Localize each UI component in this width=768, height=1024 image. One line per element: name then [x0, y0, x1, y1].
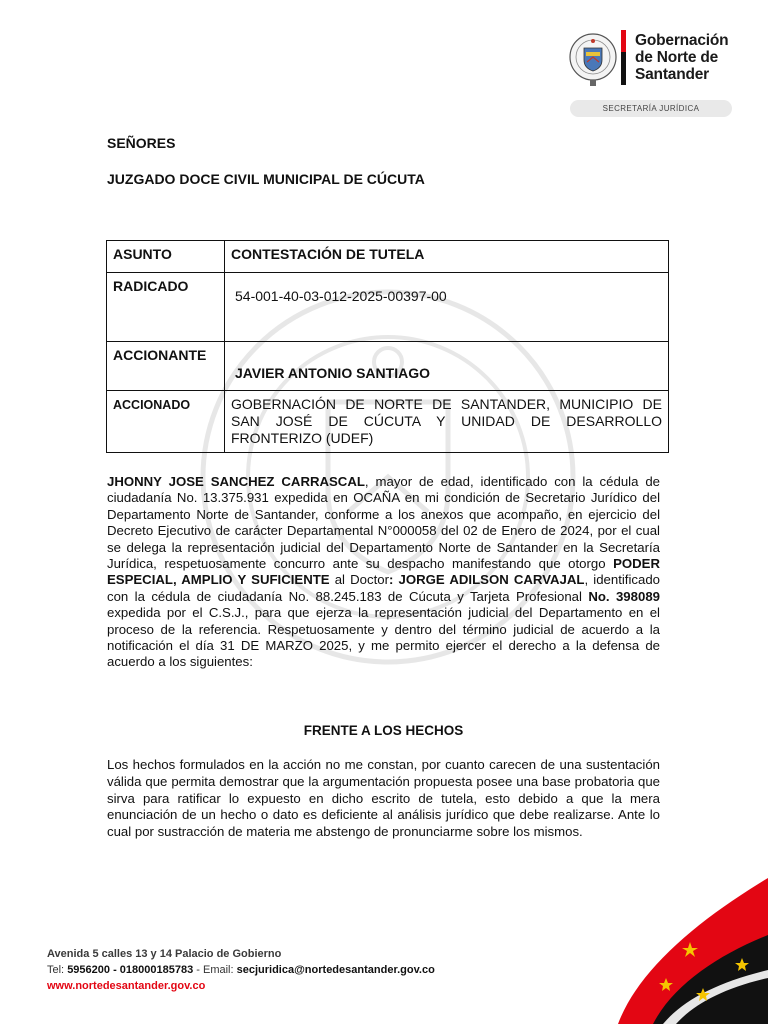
intro-text-1: , mayor de edad, identificado con la cédula de ciudadanía No. 13.375.931 expedida en OCAÑA en mi condición de Secretario Jurídico del Departamento Norte de Santander, conforme a los anexos que acompaño, en ejercicio del Decreto Ejecutivo de carácter Departamental N°000058 del 02 de Enero de 2024, por el cual se delega la representación judicial del Departamento Norte de Santander en la Secretaría Jurídica, respetuosamente concurro ante su despacho manifestando que otorgo [107, 474, 661, 572]
attorney-name: JORGE ADILSON CARVAJAL [398, 572, 585, 588]
logo-line-1: Gobernación [635, 32, 729, 49]
email-label: - Email: [193, 964, 237, 976]
radicado-value: 54-001-40-03-012-2025-00397-00 [235, 288, 447, 304]
power-type: PODER ESPECIAL, AMPLIO Y SUFICIENTE [107, 556, 660, 588]
brand-divider-bar [621, 30, 626, 85]
facts-paragraph: Los hechos formulados en la acción no me constan, por cuanto carecen de una sustentación válida que permita demostrar que la argumentación propuesta posee una base probatoria que sirva para ratificar lo expuesto en dicho escrito de tutela, esto debido a que la mera enunciación de un hecho o dato es deficiente al análisis jurídico que debe realizarse. Ante lo cual por sustracción de materia me abstengo de pronunciarme sobre los mismos. [107, 757, 660, 840]
asunto-value: CONTESTACIÓN DE TUTELA [225, 241, 669, 273]
flag-swoosh-icon [558, 860, 768, 1024]
tel-label: Tel: [47, 964, 68, 976]
footer-address: Avenida 5 calles 13 y 14 Palacio de Gobierno [47, 948, 282, 960]
radicado-label: RADICADO [107, 273, 225, 342]
table-row-radicado [107, 273, 669, 342]
footer-contact [47, 946, 435, 994]
department-label: SECRETARÍA JURÍDICA [570, 100, 732, 117]
government-logo-text [635, 32, 765, 83]
power-of-attorney-paragraph [107, 474, 660, 671]
accionante-label: ACCIONANTE [107, 342, 225, 391]
intro-text-4: expedida por el C.S.J., para que ejerza la representación judicial del Departamento en el proceso de la referencia. Respetuosamente y dentro del término judicial de acuerdo a la notificación el día 31 DE MARZO 2025, y me permito ejercer el derecho a la defensa de acuerdo a los siguientes: [107, 605, 660, 670]
asunto-label: ASUNTO [107, 241, 225, 273]
accionante-cell [225, 342, 669, 391]
intro-text-3: , identificado con la cédula de ciudadanía No. 88.245.183 de Cúcuta y Tarjeta Profesional [107, 572, 660, 604]
intro-text-2: al Doctor [329, 572, 389, 588]
section-heading: FRENTE A LOS HECHOS [303, 723, 464, 738]
accionado-label: ACCIONADO [107, 391, 225, 453]
tel-value: 5956200 - 018000185783 [67, 964, 194, 976]
website-link[interactable]: www.nortedesantander.gov.co [47, 980, 206, 992]
accionante-value: JAVIER ANTONIO SANTIAGO [235, 365, 430, 381]
radicado-cell [225, 273, 669, 342]
footer-phone-email-line [47, 962, 435, 978]
logo-line-3: Santander [635, 66, 709, 83]
email-link[interactable]: secjuridica@nortedesantander.gov.co [236, 964, 435, 976]
addressee-court: JUZGADO DOCE CIVIL MUNICIPAL DE CÚCUTA [107, 171, 425, 187]
grantor-name: JHONNY JOSE SANCHEZ CARRASCAL [107, 474, 365, 489]
case-info-table [106, 240, 669, 453]
addressee-line-1: SEÑORES [107, 135, 176, 151]
table-row-asunto [107, 241, 669, 273]
logo-line-2: de Norte de [635, 49, 719, 66]
table-row-accionado [107, 391, 669, 453]
intro-colon: : [388, 572, 394, 588]
professional-card-number: No. 398089 [588, 588, 660, 604]
table-row-accionante [107, 342, 669, 391]
accionado-value: GOBERNACIÓN DE NORTE DE SANTANDER, MUNICIPIO DE SAN JOSÉ DE CÚCUTA Y UNIDAD DE DESARROLLO FRONTERIZO (UDEF) [225, 391, 669, 453]
coat-of-arms-seal-icon [568, 28, 618, 90]
